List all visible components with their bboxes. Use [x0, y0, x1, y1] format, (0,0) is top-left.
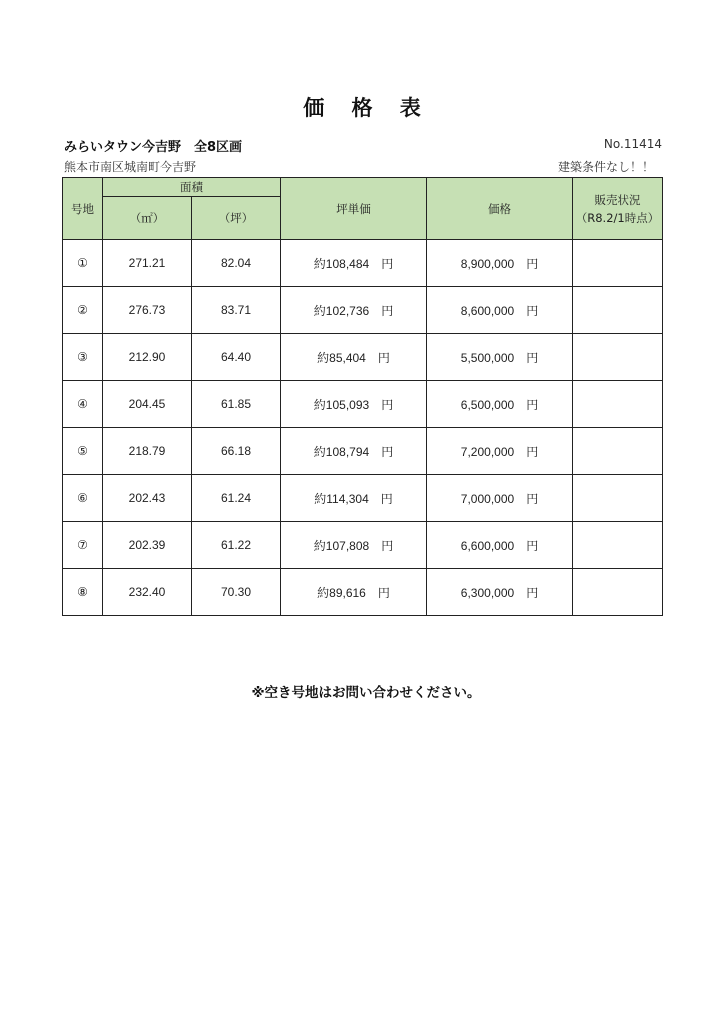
area-sqm: 276.73 [103, 287, 192, 334]
area-sqm: 202.39 [103, 522, 192, 569]
area-sqm: 202.43 [103, 475, 192, 522]
price-cell [427, 522, 573, 569]
price-cell [427, 428, 573, 475]
price-table [62, 177, 663, 616]
tsubo-price-value: 102,736 [325, 303, 370, 318]
header-lot: 号地 [63, 178, 103, 240]
sales-status [573, 428, 663, 475]
tsubo-price-value: 105,093 [325, 397, 370, 412]
sales-status [573, 522, 663, 569]
header-area-tsubo: （坪） [192, 197, 281, 240]
price-value: 7,000,000 [460, 491, 515, 506]
tsubo-price-cell [281, 240, 427, 287]
sales-status [573, 240, 663, 287]
area-sqm: 271.21 [103, 240, 192, 287]
sales-status [573, 334, 663, 381]
area-tsubo: 66.18 [192, 428, 281, 475]
price-cell [427, 287, 573, 334]
lot-number: ⑥ [63, 475, 103, 522]
yen-unit: 円 [526, 350, 539, 365]
area-tsubo: 82.04 [192, 240, 281, 287]
table-row [63, 334, 663, 381]
yen-unit: 円 [381, 444, 394, 459]
header-tsubo-price: 坪単価 [281, 178, 427, 240]
yen-unit: 円 [526, 397, 539, 412]
tsubo-price-value: 85,404 [329, 350, 366, 365]
price-value: 6,300,000 [460, 585, 515, 600]
document-number: No.11414 [603, 137, 662, 151]
tsubo-price-value: 89,616 [329, 585, 366, 600]
area-sqm: 204.45 [103, 381, 192, 428]
area-tsubo: 83.71 [192, 287, 281, 334]
tsubo-price-cell [281, 569, 427, 616]
header-status-date: （R8.2/1時点） [575, 210, 660, 225]
area-tsubo: 61.22 [192, 522, 281, 569]
price-cell [427, 475, 573, 522]
lot-number: ③ [63, 334, 103, 381]
yen-unit: 円 [377, 350, 390, 365]
price-cell [427, 240, 573, 287]
vacancy-note: ※空き号地はお問い合わせください。 [251, 685, 481, 701]
approx-prefix: 約 [313, 538, 326, 553]
price-value: 6,600,000 [460, 538, 515, 553]
tsubo-price-cell [281, 287, 427, 334]
price-value: 5,500,000 [460, 350, 515, 365]
price-cell [427, 569, 573, 616]
yen-unit: 円 [380, 491, 393, 506]
price-cell [427, 381, 573, 428]
table-row [63, 475, 663, 522]
page-title: 価 格 表 [303, 96, 431, 120]
lot-number: ⑤ [63, 428, 103, 475]
yen-unit: 円 [526, 538, 539, 553]
table-row [63, 522, 663, 569]
lot-number: ① [63, 240, 103, 287]
table-row [63, 428, 663, 475]
tsubo-price-cell [281, 381, 427, 428]
tsubo-price-value: 108,794 [325, 444, 370, 459]
area-sqm: 212.90 [103, 334, 192, 381]
yen-unit: 円 [526, 303, 539, 318]
tsubo-price-cell [281, 475, 427, 522]
price-value: 8,600,000 [460, 303, 515, 318]
approx-prefix: 約 [313, 256, 326, 271]
area-tsubo: 61.85 [192, 381, 281, 428]
tsubo-price-cell [281, 522, 427, 569]
price-value: 7,200,000 [460, 444, 515, 459]
area-tsubo: 64.40 [192, 334, 281, 381]
tsubo-price-value: 107,808 [325, 538, 370, 553]
sales-status [573, 475, 663, 522]
tsubo-price-cell [281, 428, 427, 475]
table-row [63, 381, 663, 428]
table-row [63, 569, 663, 616]
yen-unit: 円 [377, 585, 390, 600]
tsubo-price-value: 114,304 [326, 491, 369, 506]
lot-number: ④ [63, 381, 103, 428]
approx-prefix: 約 [313, 303, 326, 318]
yen-unit: 円 [381, 397, 394, 412]
table-body [63, 240, 663, 616]
tsubo-price-value: 108,484 [325, 256, 370, 271]
price-value: 8,900,000 [460, 256, 515, 271]
header-area: 面積 [103, 178, 281, 197]
lot-number: ② [63, 287, 103, 334]
yen-unit: 円 [526, 444, 539, 459]
yen-unit: 円 [381, 538, 394, 553]
approx-prefix: 約 [317, 585, 330, 600]
area-sqm: 232.40 [103, 569, 192, 616]
table-row [63, 240, 663, 287]
header-status-label: 販売状況 [594, 192, 641, 207]
yen-unit: 円 [526, 585, 539, 600]
area-sqm: 218.79 [103, 428, 192, 475]
header-status [573, 178, 663, 240]
project-name: みらいタウン今吉野 全8区画 [64, 140, 243, 155]
building-condition: 建築条件なし！！ [557, 160, 654, 174]
price-cell [427, 334, 573, 381]
approx-prefix: 約 [313, 444, 326, 459]
approx-prefix: 約 [313, 397, 326, 412]
yen-unit: 円 [526, 256, 539, 271]
price-value: 6,500,000 [460, 397, 515, 412]
yen-unit: 円 [381, 303, 394, 318]
yen-unit: 円 [526, 491, 539, 506]
property-address: 熊本市南区城南町今吉野 [64, 160, 197, 174]
lot-number: ⑧ [63, 569, 103, 616]
area-tsubo: 61.24 [192, 475, 281, 522]
sales-status [573, 569, 663, 616]
sales-status [573, 287, 663, 334]
approx-prefix: 約 [317, 350, 330, 365]
header-area-sqm: （㎡） [103, 197, 192, 240]
yen-unit: 円 [381, 256, 394, 271]
lot-number: ⑦ [63, 522, 103, 569]
tsubo-price-cell [281, 334, 427, 381]
area-tsubo: 70.30 [192, 569, 281, 616]
header-price: 価格 [427, 178, 573, 240]
sales-status [573, 381, 663, 428]
table-row [63, 287, 663, 334]
approx-prefix: 約 [314, 491, 327, 506]
